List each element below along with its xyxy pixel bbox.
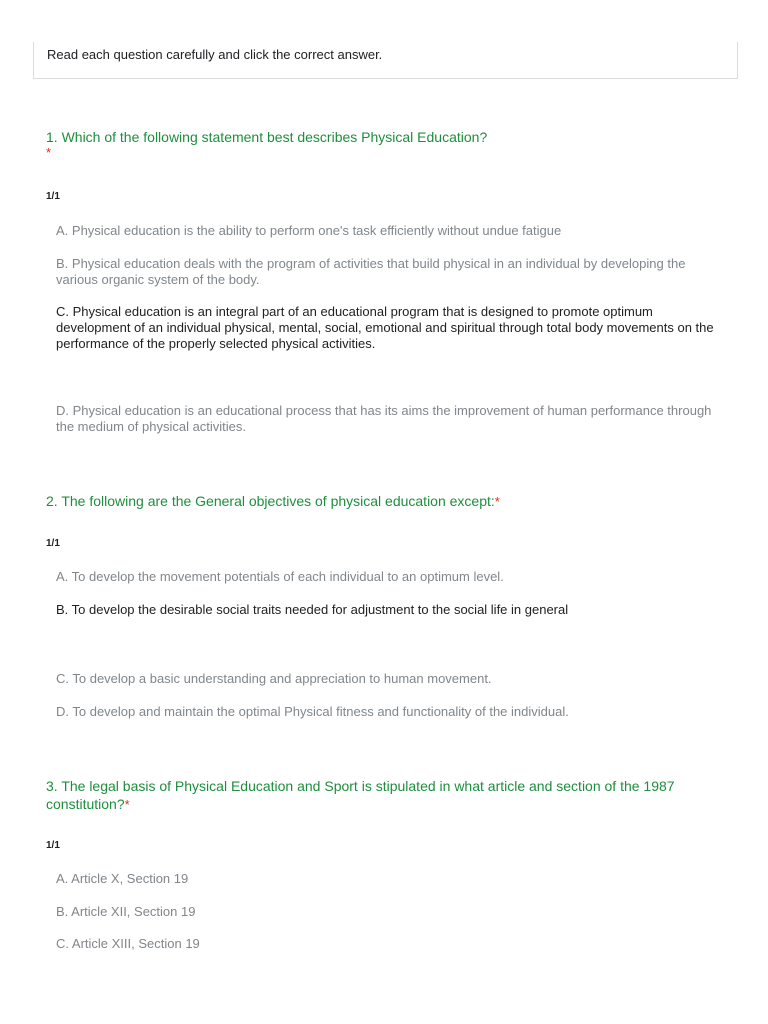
required-asterisk: *	[124, 797, 130, 812]
question-title-text: 3. The legal basis of Physical Education and Sport is stipulated in what article and section of the 1987 constitution?	[46, 778, 675, 812]
instructions-text: Read each question carefully and click the correct answer.	[47, 47, 383, 62]
question-3-title	[46, 777, 726, 814]
score-label: 1/1	[46, 538, 60, 549]
question-title-text: 2. The following are the General objectives of physical education except:	[46, 493, 495, 509]
option-2d[interactable]: D. To develop and maintain the optimal Physical fitness and functionality of the individual.	[56, 704, 569, 719]
score-label: 1/1	[46, 191, 60, 202]
option-2c[interactable]: C. To develop a basic understanding and appreciation to human movement.	[56, 671, 492, 686]
option-1a[interactable]: A. Physical education is the ability to perform one's task efficiently without undue fatigue	[56, 223, 562, 238]
option-3a[interactable]: A. Article X, Section 19	[56, 871, 189, 886]
required-asterisk: *	[46, 145, 52, 160]
question-2-title	[46, 492, 726, 511]
option-3c[interactable]: C. Article XIII, Section 19	[56, 936, 200, 951]
option-1c[interactable]: C. Physical education is an integral part of an educational program that is designed to promote optimum development of an individual physical, mental, social, emotional and spiritual through total body movements on the performance of the properly selected physical activities.	[56, 304, 714, 351]
question-1-title	[46, 128, 726, 160]
question-1	[46, 128, 726, 434]
question-2	[46, 492, 726, 719]
question-title-text: 1. Which of the following statement best describes Physical Education?	[46, 129, 488, 145]
question-3	[46, 777, 726, 951]
option-2a[interactable]: A. To develop the movement potentials of each individual to an optimum level.	[56, 569, 504, 584]
instructions-box	[33, 42, 738, 79]
option-2b[interactable]: B. To develop the desirable social traits needed for adjustment to the social life in general	[56, 602, 569, 617]
option-1b[interactable]: B. Physical education deals with the program of activities that build physical in an individual by developing the various organic system of the body.	[56, 256, 686, 287]
option-3b[interactable]: B. Article XII, Section 19	[56, 904, 196, 919]
score-label: 1/1	[46, 840, 60, 851]
required-asterisk: *	[494, 494, 500, 509]
option-1d[interactable]: D. Physical education is an educational process that has its aims the improvement of human performance through the medium of physical activities.	[56, 403, 712, 434]
